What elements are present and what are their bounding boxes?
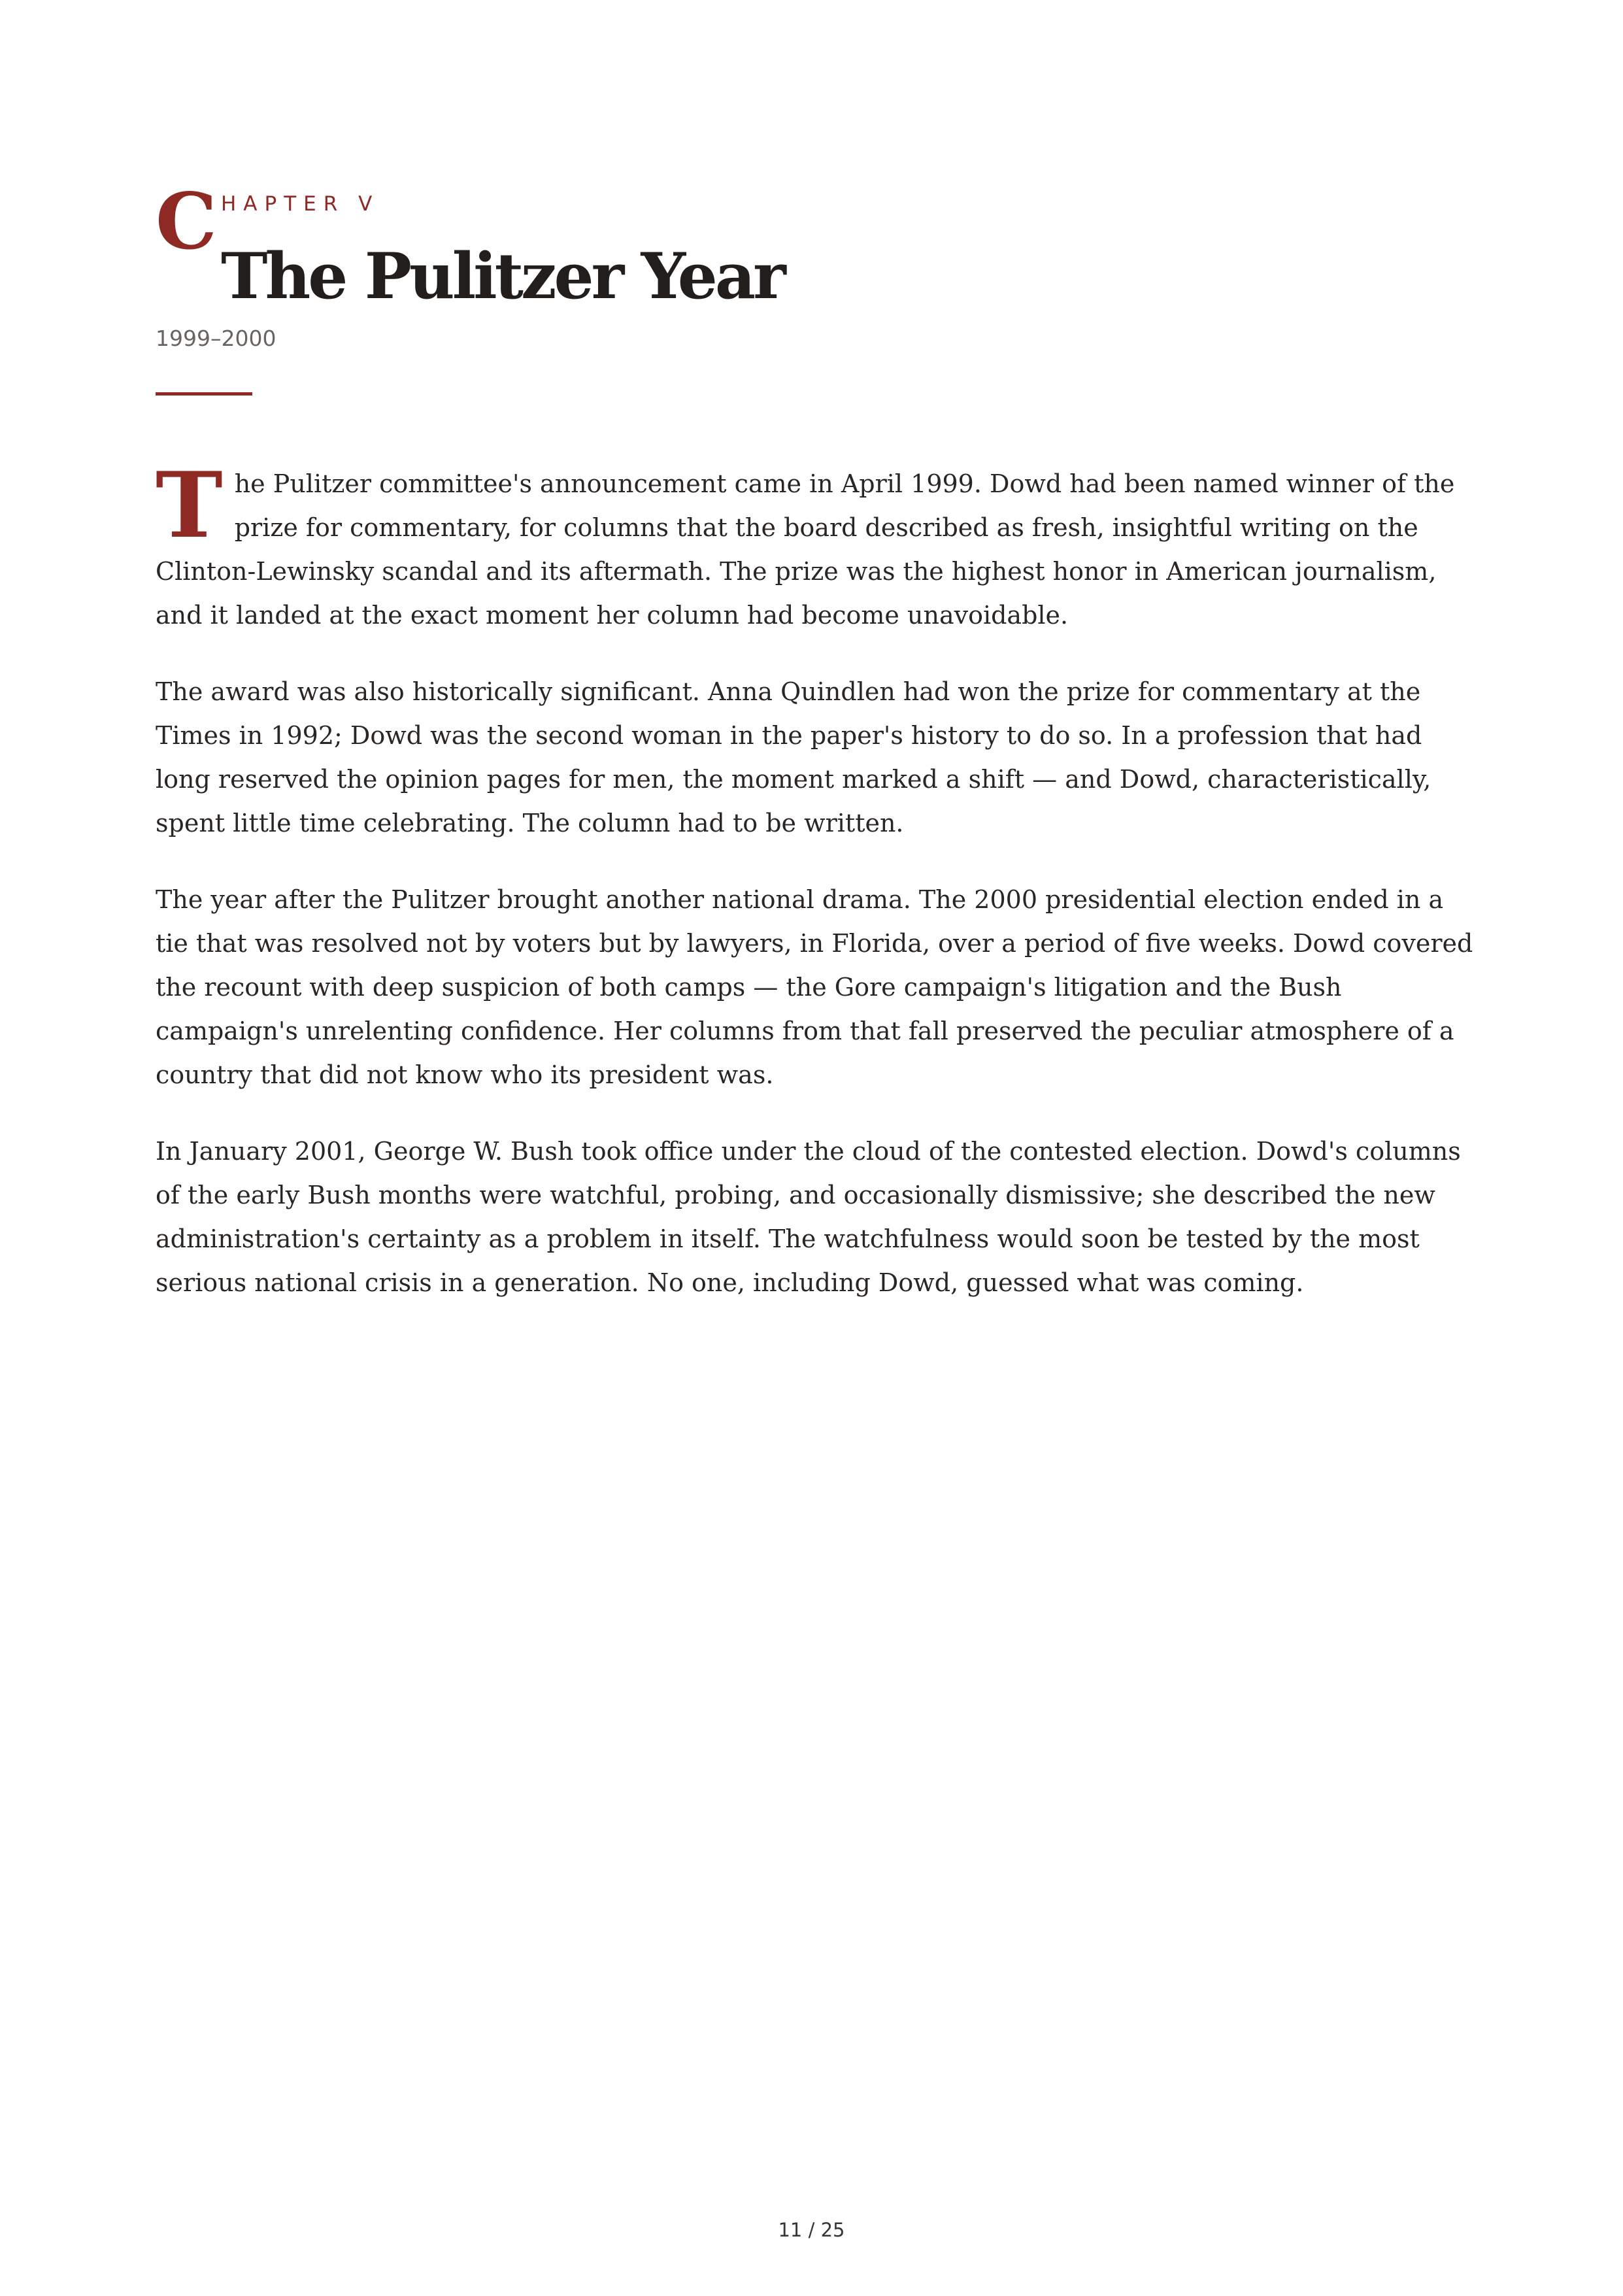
chapter-years: 1999–2000 <box>156 326 276 351</box>
chapter-body <box>156 452 1476 1305</box>
chapter-title: The Pulitzer Year <box>221 239 784 313</box>
page-number: 11 / 25 <box>778 2219 845 2241</box>
chapter-initial: C <box>156 176 217 267</box>
paragraph-3: The year after the Pulitzer brought another national drama. The 2000 presidential election ended in a tie that was resolved not by voters but by lawyers, in Florida, over a period of five weeks. Dowd covered the recount with deep suspicion of both camps — the Gore campaign's litigation and the Bush campaign's unrelenting confidence. Her columns from that fall preserved the peculiar atmosphere of a country that did not know who its president was. <box>156 885 1473 1089</box>
paragraph-1 <box>156 452 1476 637</box>
chapter-page <box>156 176 1476 1338</box>
chapter-header <box>156 176 1476 360</box>
paragraph-4: In January 2001, George W. Bush took office under the cloud of the contested election. Dowd's columns of the early Bush months were watchful, probing, and occasionally dismissive; she described the new administration's certainty as a problem in itself. The watchfulness would soon be tested by the most serious national crisis in a generation. No one, including Dowd, guessed what was coming. <box>156 1137 1461 1297</box>
accent-rule <box>156 392 252 396</box>
paragraph-2: The award was also historically significant. Anna Quindlen had won the prize for commentary at the Times in 1992; Dowd was the second woman in the paper's history to do so. In a profession that had long reserved the opinion pages for men, the moment marked a shift — and Dowd, characteristically, spent little time celebrating. The column had to be written. <box>156 677 1431 837</box>
chapter-label: HAPTER V <box>221 192 380 216</box>
drop-cap: T <box>156 452 223 558</box>
paragraph-1-text: he Pulitzer committee's announcement came in April 1999. Dowd had been named winner of the prize for commentary, for columns that the board described as fresh, insightful writing on the Clinton-Lewinsky scandal and its aftermath. The prize was the highest honor in American journalism, and it landed at the exact moment her column had become unavoidable. <box>156 469 1455 630</box>
